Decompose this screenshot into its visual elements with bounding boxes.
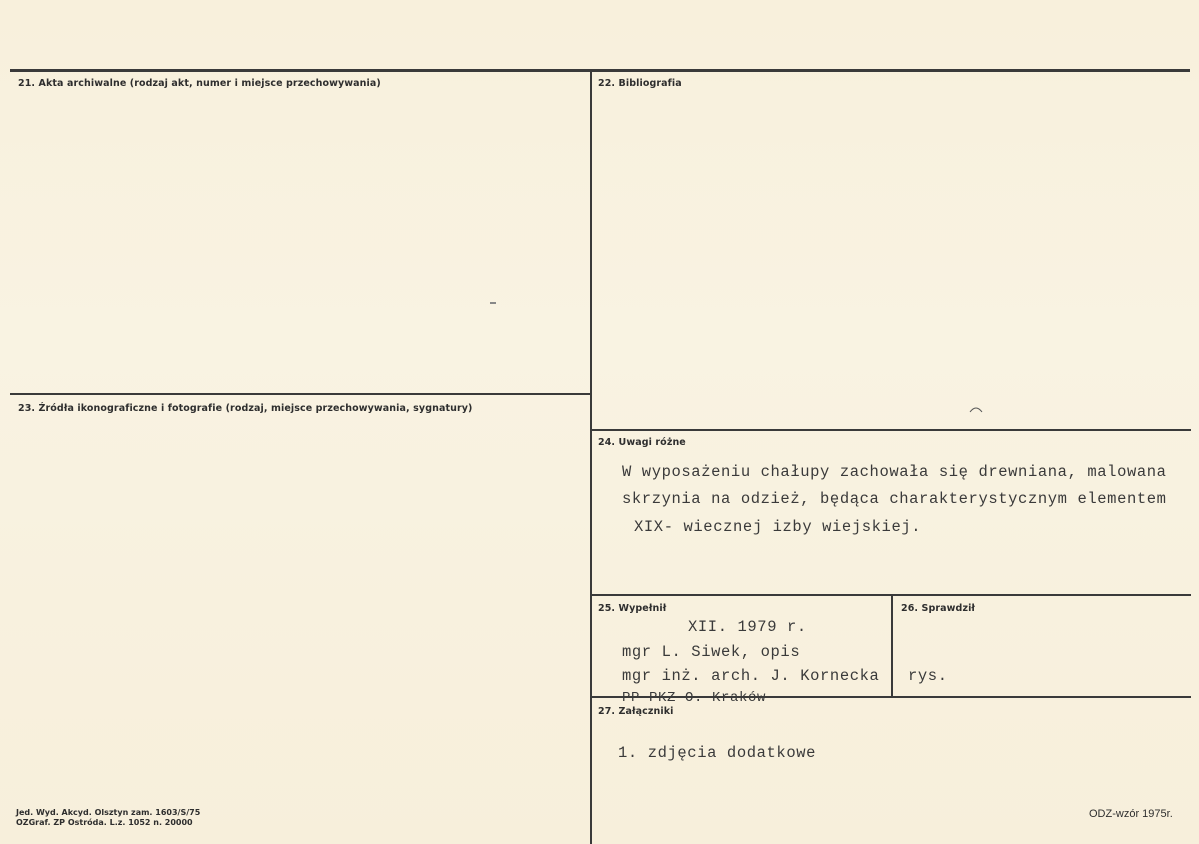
field-22-label: 22. Bibliografia — [598, 78, 682, 89]
filled-person-2: mgr inż. arch. J. Kornecka — [622, 667, 880, 685]
filled-institution: PP PKZ O. Kraków — [622, 690, 767, 706]
attachments-text: 1. zdjęcia dodatkowe — [618, 744, 817, 762]
center-divider — [590, 70, 592, 844]
filled-person-1: mgr L. Siwek, opis — [622, 643, 801, 661]
remarks-line-1: W wyposażeniu chałupy zachowała się drewniana, malowana — [622, 463, 1167, 481]
rule-21-23 — [10, 393, 592, 395]
field-23-label: 23. Źródła ikonograficzne i fotografie (rodzaj, miejsce przechowywania, sygnatury) — [18, 403, 473, 414]
paper-speck — [490, 302, 496, 304]
filled-person-2-role: rys. — [908, 667, 948, 685]
field-24-label: 24. Uwagi różne — [598, 437, 686, 448]
form-model-label: ODZ-wzór 1975r. — [1089, 808, 1173, 820]
pencil-mark — [968, 404, 984, 414]
field-21-label: 21. Akta archiwalne (rodzaj akt, numer i miejsce przechowywania) — [18, 78, 381, 89]
remarks-line-3: XIX- wiecznej izby wiejskiej. — [634, 518, 922, 536]
field-26-label: 26. Sprawdził — [901, 603, 976, 614]
print-info-line-2: OZGraf. ZP Ostróda. L.z. 1052 n. 20000 — [16, 818, 193, 827]
rule-22-24 — [591, 429, 1191, 431]
remarks-line-2: skrzynia na odzież, będąca charakterystycznym elementem — [622, 490, 1167, 508]
top-rule — [10, 69, 1190, 72]
field-25-label: 25. Wypełnił — [598, 603, 667, 614]
print-info-line-1: Jed. Wyd. Akcyd. Olsztyn zam. 1603/S/75 — [16, 808, 201, 817]
field-27-label: 27. Załączniki — [598, 706, 674, 717]
filled-date: XII. 1979 r. — [688, 618, 807, 636]
divider-25-26 — [891, 595, 893, 697]
